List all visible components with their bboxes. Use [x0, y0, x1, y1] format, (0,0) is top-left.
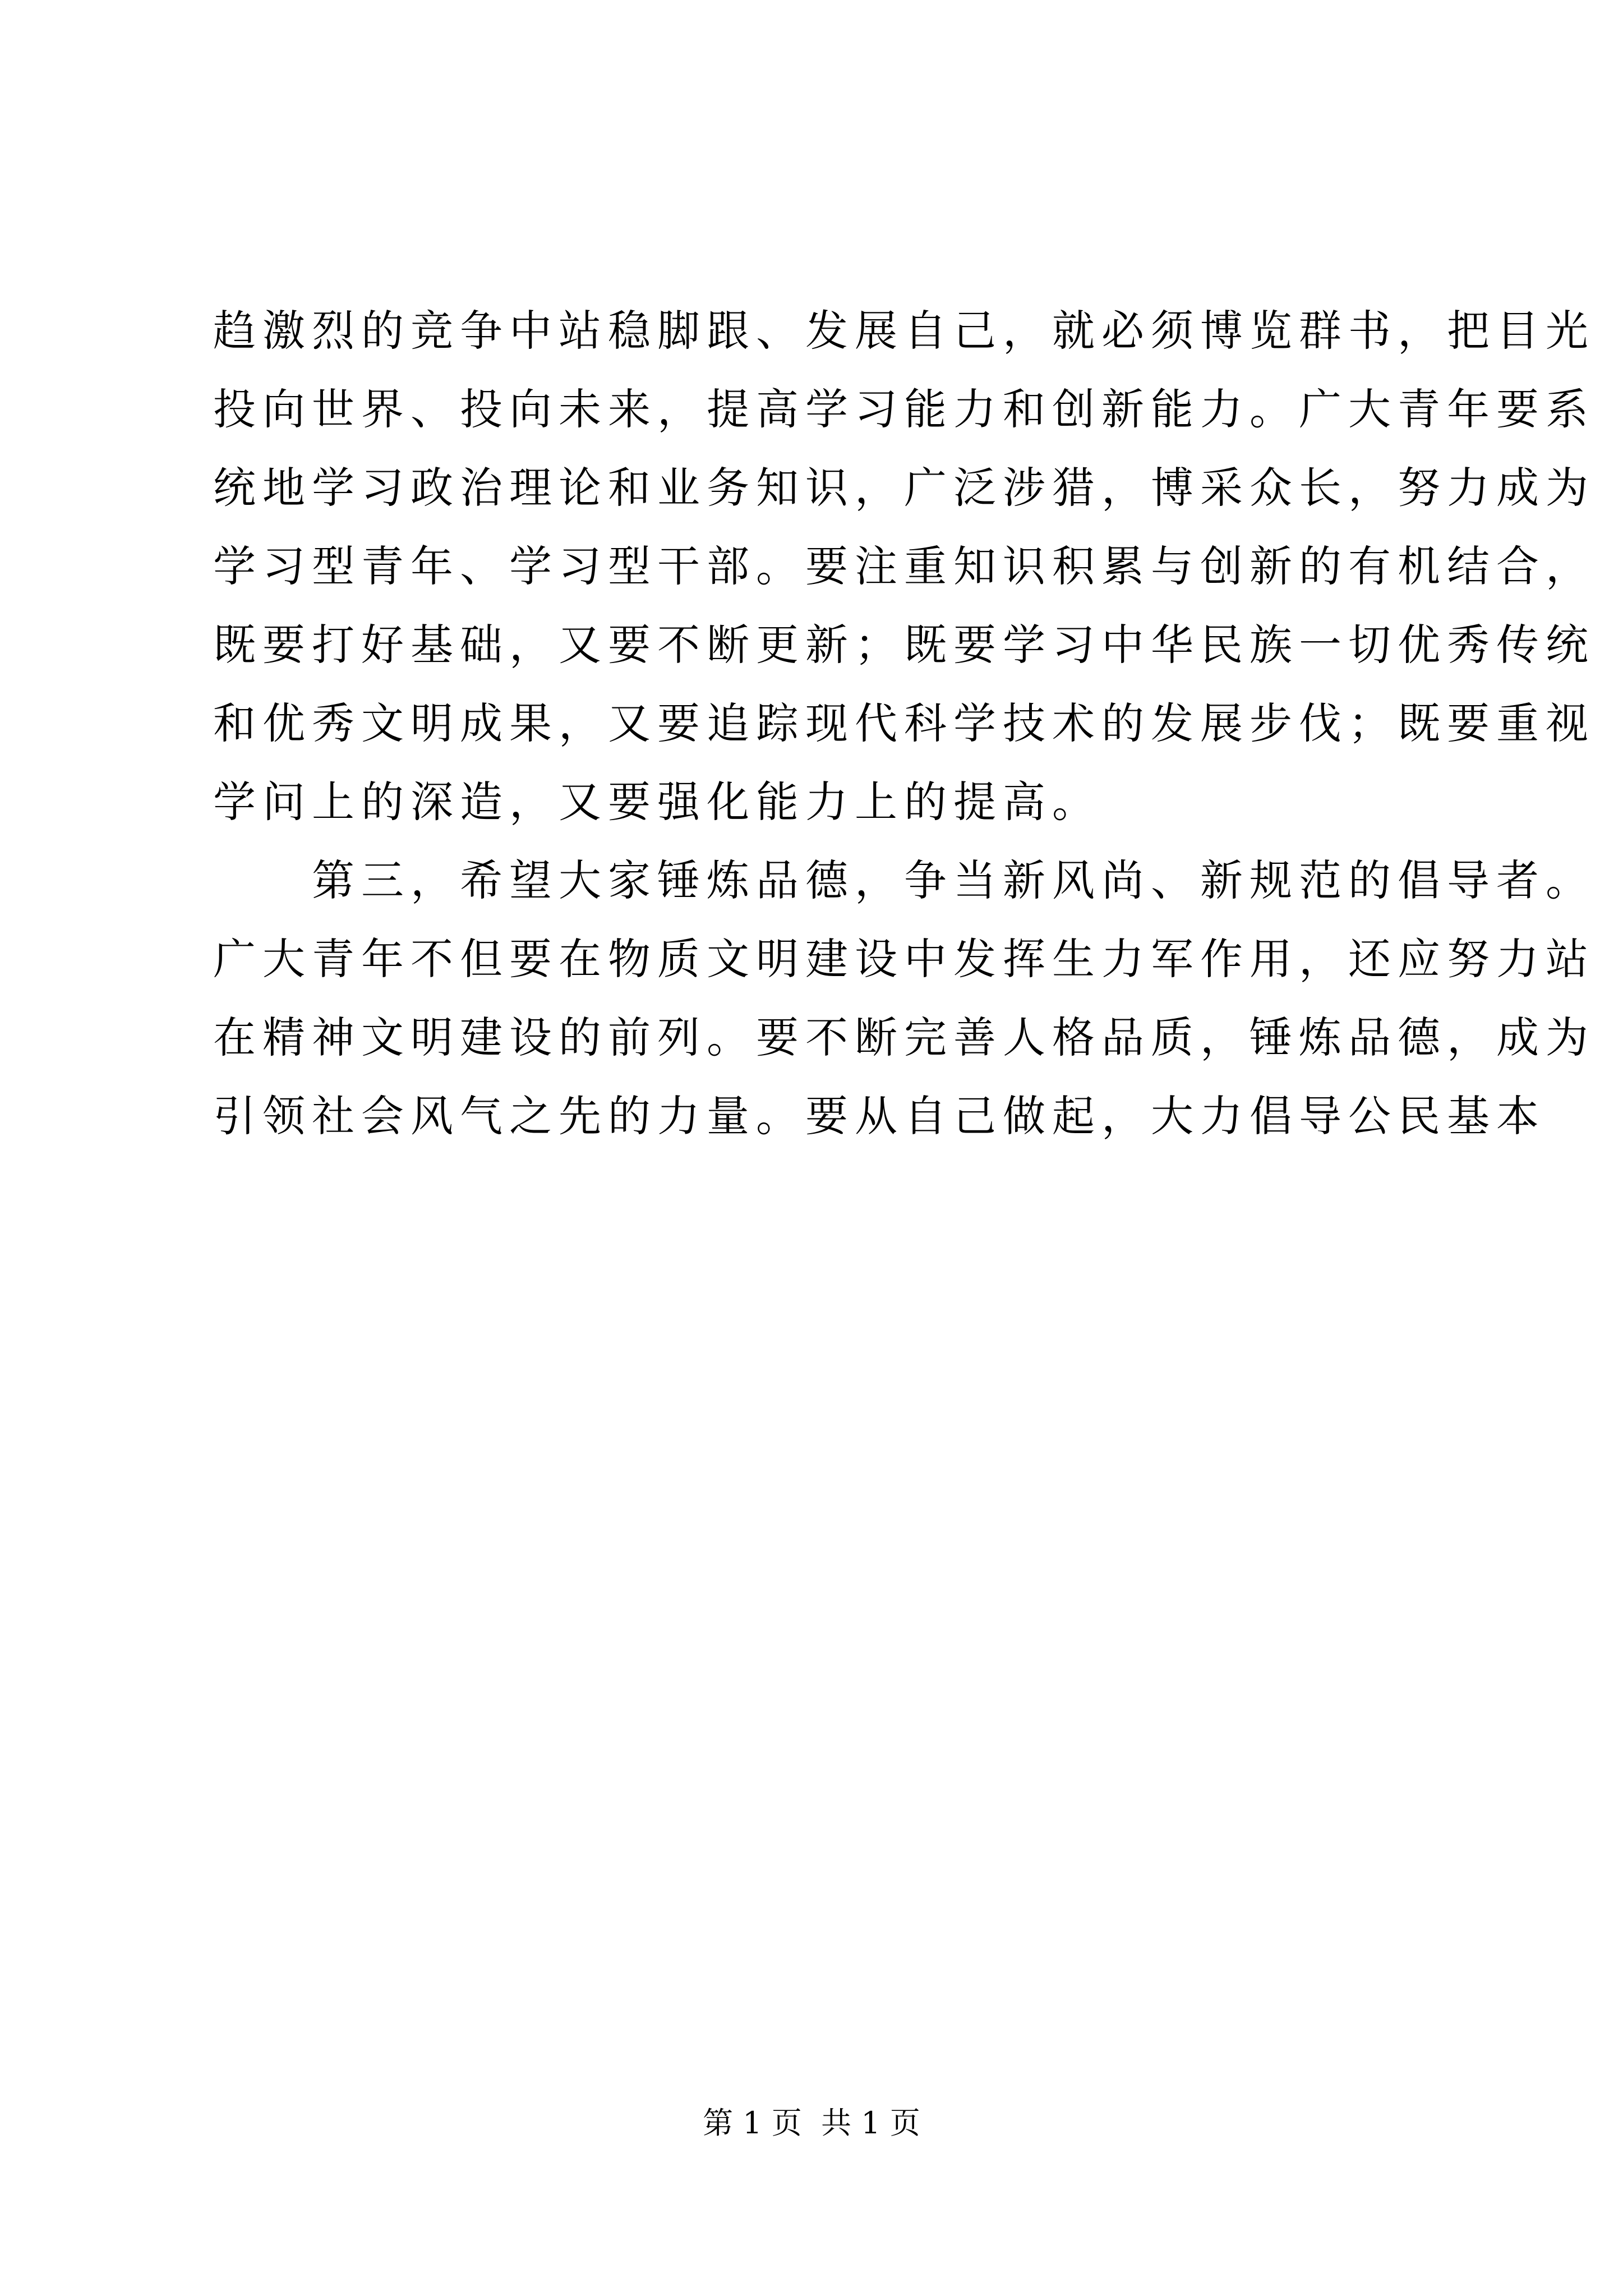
text-line: 趋激烈的竞争中站稳脚跟、发展自己，就必须博览群书，把目光	[213, 306, 1595, 356]
text-line: 在精神文明建设的前列。要不断完善人格品质，锤炼品德，成为	[213, 1013, 1595, 1062]
text-line: 引领社会风气之先的力量。要从自己做起，大力倡导公民基本	[213, 1091, 1546, 1141]
text-line: 学习型青年、学习型干部。要注重知识积累与创新的有机结合，	[213, 541, 1595, 591]
text-line: 统地学习政治理论和业务知识，广泛涉猎，博采众长，努力成为	[213, 463, 1595, 513]
body-text	[213, 292, 1595, 1156]
text-line: 既要打好基础，又要不断更新；既要学习中华民族一切优秀传统	[213, 620, 1595, 670]
text-line: 和优秀文明成果，又要追踪现代科学技术的发展步伐；既要重视	[213, 698, 1595, 748]
text-line: 学问上的深造，又要强化能力上的提高。	[213, 777, 1101, 827]
paragraph-start-line: 第三，希望大家锤炼品德，争当新风尚、新规范的倡导者。	[213, 855, 1595, 905]
text-line: 广大青年不但要在物质文明建设中发挥生力军作用，还应努力站	[213, 934, 1595, 984]
page-number-footer: 第 1 页 共 1 页	[703, 2105, 920, 2141]
text-line: 投向世界、投向未来，提高学习能力和创新能力。广大青年要系	[213, 384, 1595, 434]
